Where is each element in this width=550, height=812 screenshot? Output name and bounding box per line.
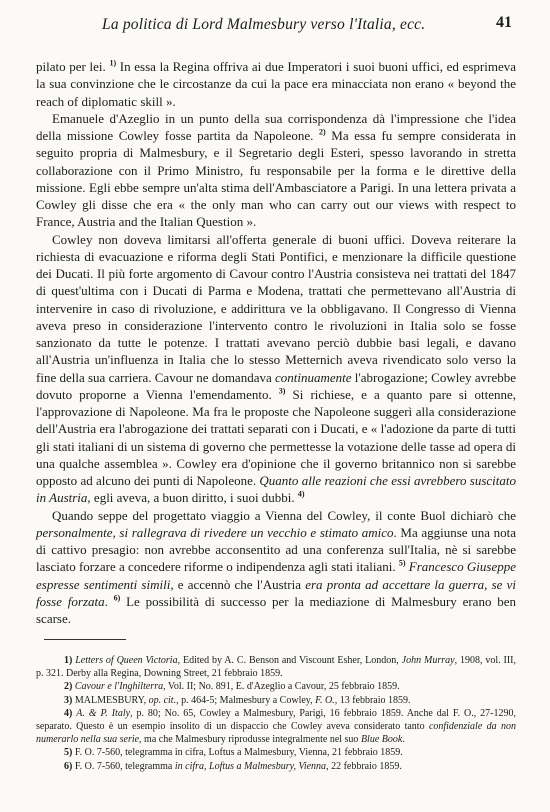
- text-run: Ma essa fu sempre considerata in seguito propria di Malmesbury, e il Segretario degli Esteri, spesso lavorando in stretta collaborazione con il Primo Ministro, fu responsabile per la forma e le direttive della missione. Egli ebbe sempre un'alta stima dell'Ambasciatore a Parigi. In una lettera privata a Cowley gli disse che era « the only man who can carry out our views with respect to France, Austria and the Italian Question ».: [36, 128, 516, 230]
- italic-text: Quanto alle reazioni che essi avrebbero suscitato in Austria: [36, 473, 516, 506]
- footnote-marker: 4): [297, 489, 305, 499]
- italic-text: op. cit.: [148, 694, 177, 706]
- footnote-number: 2): [64, 681, 73, 693]
- page-number: 41: [496, 14, 512, 31]
- body-text: [36, 58, 516, 627]
- footnote-number: 5): [64, 747, 73, 759]
- footnote: [36, 707, 516, 747]
- text-run: MALMESBURY,: [74, 694, 149, 706]
- text-run: , p. 464-5; Malmesbury a Cowley,: [176, 694, 316, 706]
- text-run: , p. 80; No. 65, Cowley a Malmesbury, Parigi, 16 febbraio 1859. Anche dal F. O., 27-1290, separato. Questo è un esempio insolito di un dispaccio che Cowley aveva considerato tanto: [36, 707, 516, 733]
- text-run: , Edited by A. C. Benson and Viscount Esher, London,: [177, 655, 402, 666]
- footnote-number: 1): [64, 655, 73, 666]
- footnote: [36, 654, 516, 680]
- text-run: Cowley non doveva limitarsi all'offerta generale di buoni uffici. Doveva reiterare la richiesta di evacuazione e riforma degli Stati Pontifici, e menzionare la difficile questione dei Ducati. Il più forte argomento di Cavour contro l'Austria consisteva nei trattati del 1847 di quest'ultima con i Ducati di Parma e Modena, trattati che permettevano all'Austria di intervenire in caso di rivoluzione, e addirittura ve la obbligavano. Il Congresso di Vienna aveva preso in considerazione l'intervento contro le rivoluzioni in Italia solo se fosse sanzionato da tutte le potenze. I trattati avevano perciò dubbie basi legali, e davano all'Austria un'influenza in Italia che lo stesso Metternich aveva rivendicato solo verso la fine della sua carriera. Cavour ne domandava: [36, 231, 516, 385]
- text-run: , ma che Malmesbury riprodusse integralmente nel suo: [139, 734, 361, 746]
- paragraph: [36, 58, 516, 110]
- footnote-number: 6): [64, 760, 73, 772]
- italic-text: John Murray: [401, 655, 455, 666]
- italic-text: in cifra, Loftus a Malmesbury, Vienna: [174, 760, 327, 772]
- paragraph: [36, 507, 516, 628]
- footnote-number: 4): [64, 707, 73, 719]
- text-run: Si richiese, e a quanto pare si ottenne, l'approvazione di Napoleone. Ma fra le proposte che Napoleone suggerì alla considerazione dell'Austria era l'abrogazione dei trattati separati con i Ducati, e « l'adozione da parte di tutti gli stati italiani di un sistema di governo che permettesse la votazione delle tasse ad opera di una qualche assemblea ». Cowley era d'opinione che il governo britannico non si sarebbe opposto ad alcuno dei punti di Napoleone.: [36, 386, 516, 488]
- footnote-marker: 6): [113, 593, 121, 603]
- italic-text: F. O.: [315, 694, 335, 706]
- text-run: .: [402, 734, 405, 746]
- text-run: In essa la Regina offriva ai due Imperatori i suoi buoni uffici, ed esprimeva la sua convinzione che le circostanze da cui la pace era minacciata non erano « beyond the reach of diplomatic skill ».: [36, 59, 516, 109]
- text-run: . Ma aggiunse una nota di cattivo presagio: non avrebbe acconsentito ad una conferenza sull'Italia, nè si sarebbe lasciato forzare a concedere riforme o indipendenza agli stati italiani.: [36, 524, 516, 575]
- italic-text: A. & P. Italy: [76, 707, 131, 719]
- italic-text: era pronta ad accettare la guerra, se vi fosse forzata: [36, 576, 516, 609]
- italic-text: Blue Book: [360, 734, 403, 746]
- italic-text: continuamente: [275, 369, 352, 385]
- footnote: [36, 746, 516, 759]
- italic-text: Francesco Giuseppe espresse sentimenti simili: [36, 559, 517, 592]
- text-run: , Vol. II; No. 891, E. d'Azeglio a Cavour, 25 febbraio 1859.: [163, 681, 400, 693]
- paragraph: [36, 231, 516, 507]
- footnote: [36, 680, 516, 693]
- text-run: , 22 febbraio 1859.: [326, 760, 402, 772]
- italic-text: Letters of Queen Victoria: [75, 655, 178, 666]
- footnote-marker: 2): [318, 127, 326, 137]
- italic-text: personalmente, si rallegrava di rivedere un vecchio e stimato amico: [36, 524, 394, 540]
- footnote-separator: [44, 639, 126, 640]
- italic-text: confidenziale da non numerarlo nella sua serie: [36, 721, 516, 746]
- text-run: , e accennò che l'Austria: [170, 576, 306, 592]
- running-header: [40, 14, 512, 34]
- footnote: [36, 694, 516, 707]
- text-run: , 1908, vol. III, p. 321. Derby alla Regina, Downing Street, 21 febbraio 1859.: [36, 655, 516, 680]
- footnote-marker: 1): [109, 58, 117, 68]
- footnote: [36, 760, 516, 773]
- text-run: F. O. 7-560, telegramma: [74, 760, 175, 772]
- paragraph: [36, 110, 516, 231]
- italic-text: Cavour e l'Inghilterra: [74, 681, 164, 693]
- text-run: Le possibilità di successo per la mediazione di Malmesbury erano ben scarse.: [36, 593, 516, 626]
- text-run: pilato per lei.: [36, 59, 110, 74]
- footnote-marker: 5): [398, 558, 406, 568]
- text-run: Emanuele d'Azeglio in un punto della sua corrispondenza dà l'impressione che l'idea della missione Cowley fosse partita da Napoleone.: [36, 110, 516, 143]
- text-run: , egli aveva, a buon diritto, i suoi dubbi.: [87, 490, 298, 506]
- footnote-marker: 3): [278, 386, 286, 396]
- text-run: F. O. 7-560, telegramma in cifra, Loftus a Malmesbury, Vienna, 21 febbraio 1859.: [74, 747, 403, 759]
- running-title: La politica di Lord Malmesbury verso l'Italia, ecc.: [102, 16, 426, 33]
- footnotes: [36, 654, 516, 773]
- text-run: .: [104, 593, 114, 609]
- text-run: l'abrogazione; Cowley avrebbe dovuto proporne a Vienna l'emendamento.: [36, 369, 516, 402]
- text-run: , 13 febbraio 1859.: [334, 694, 411, 706]
- footnote-number: 3): [64, 694, 73, 706]
- text-run: Quando seppe del progettato viaggio a Vienna del Cowley, il conte Buol dichiarò che: [52, 507, 516, 523]
